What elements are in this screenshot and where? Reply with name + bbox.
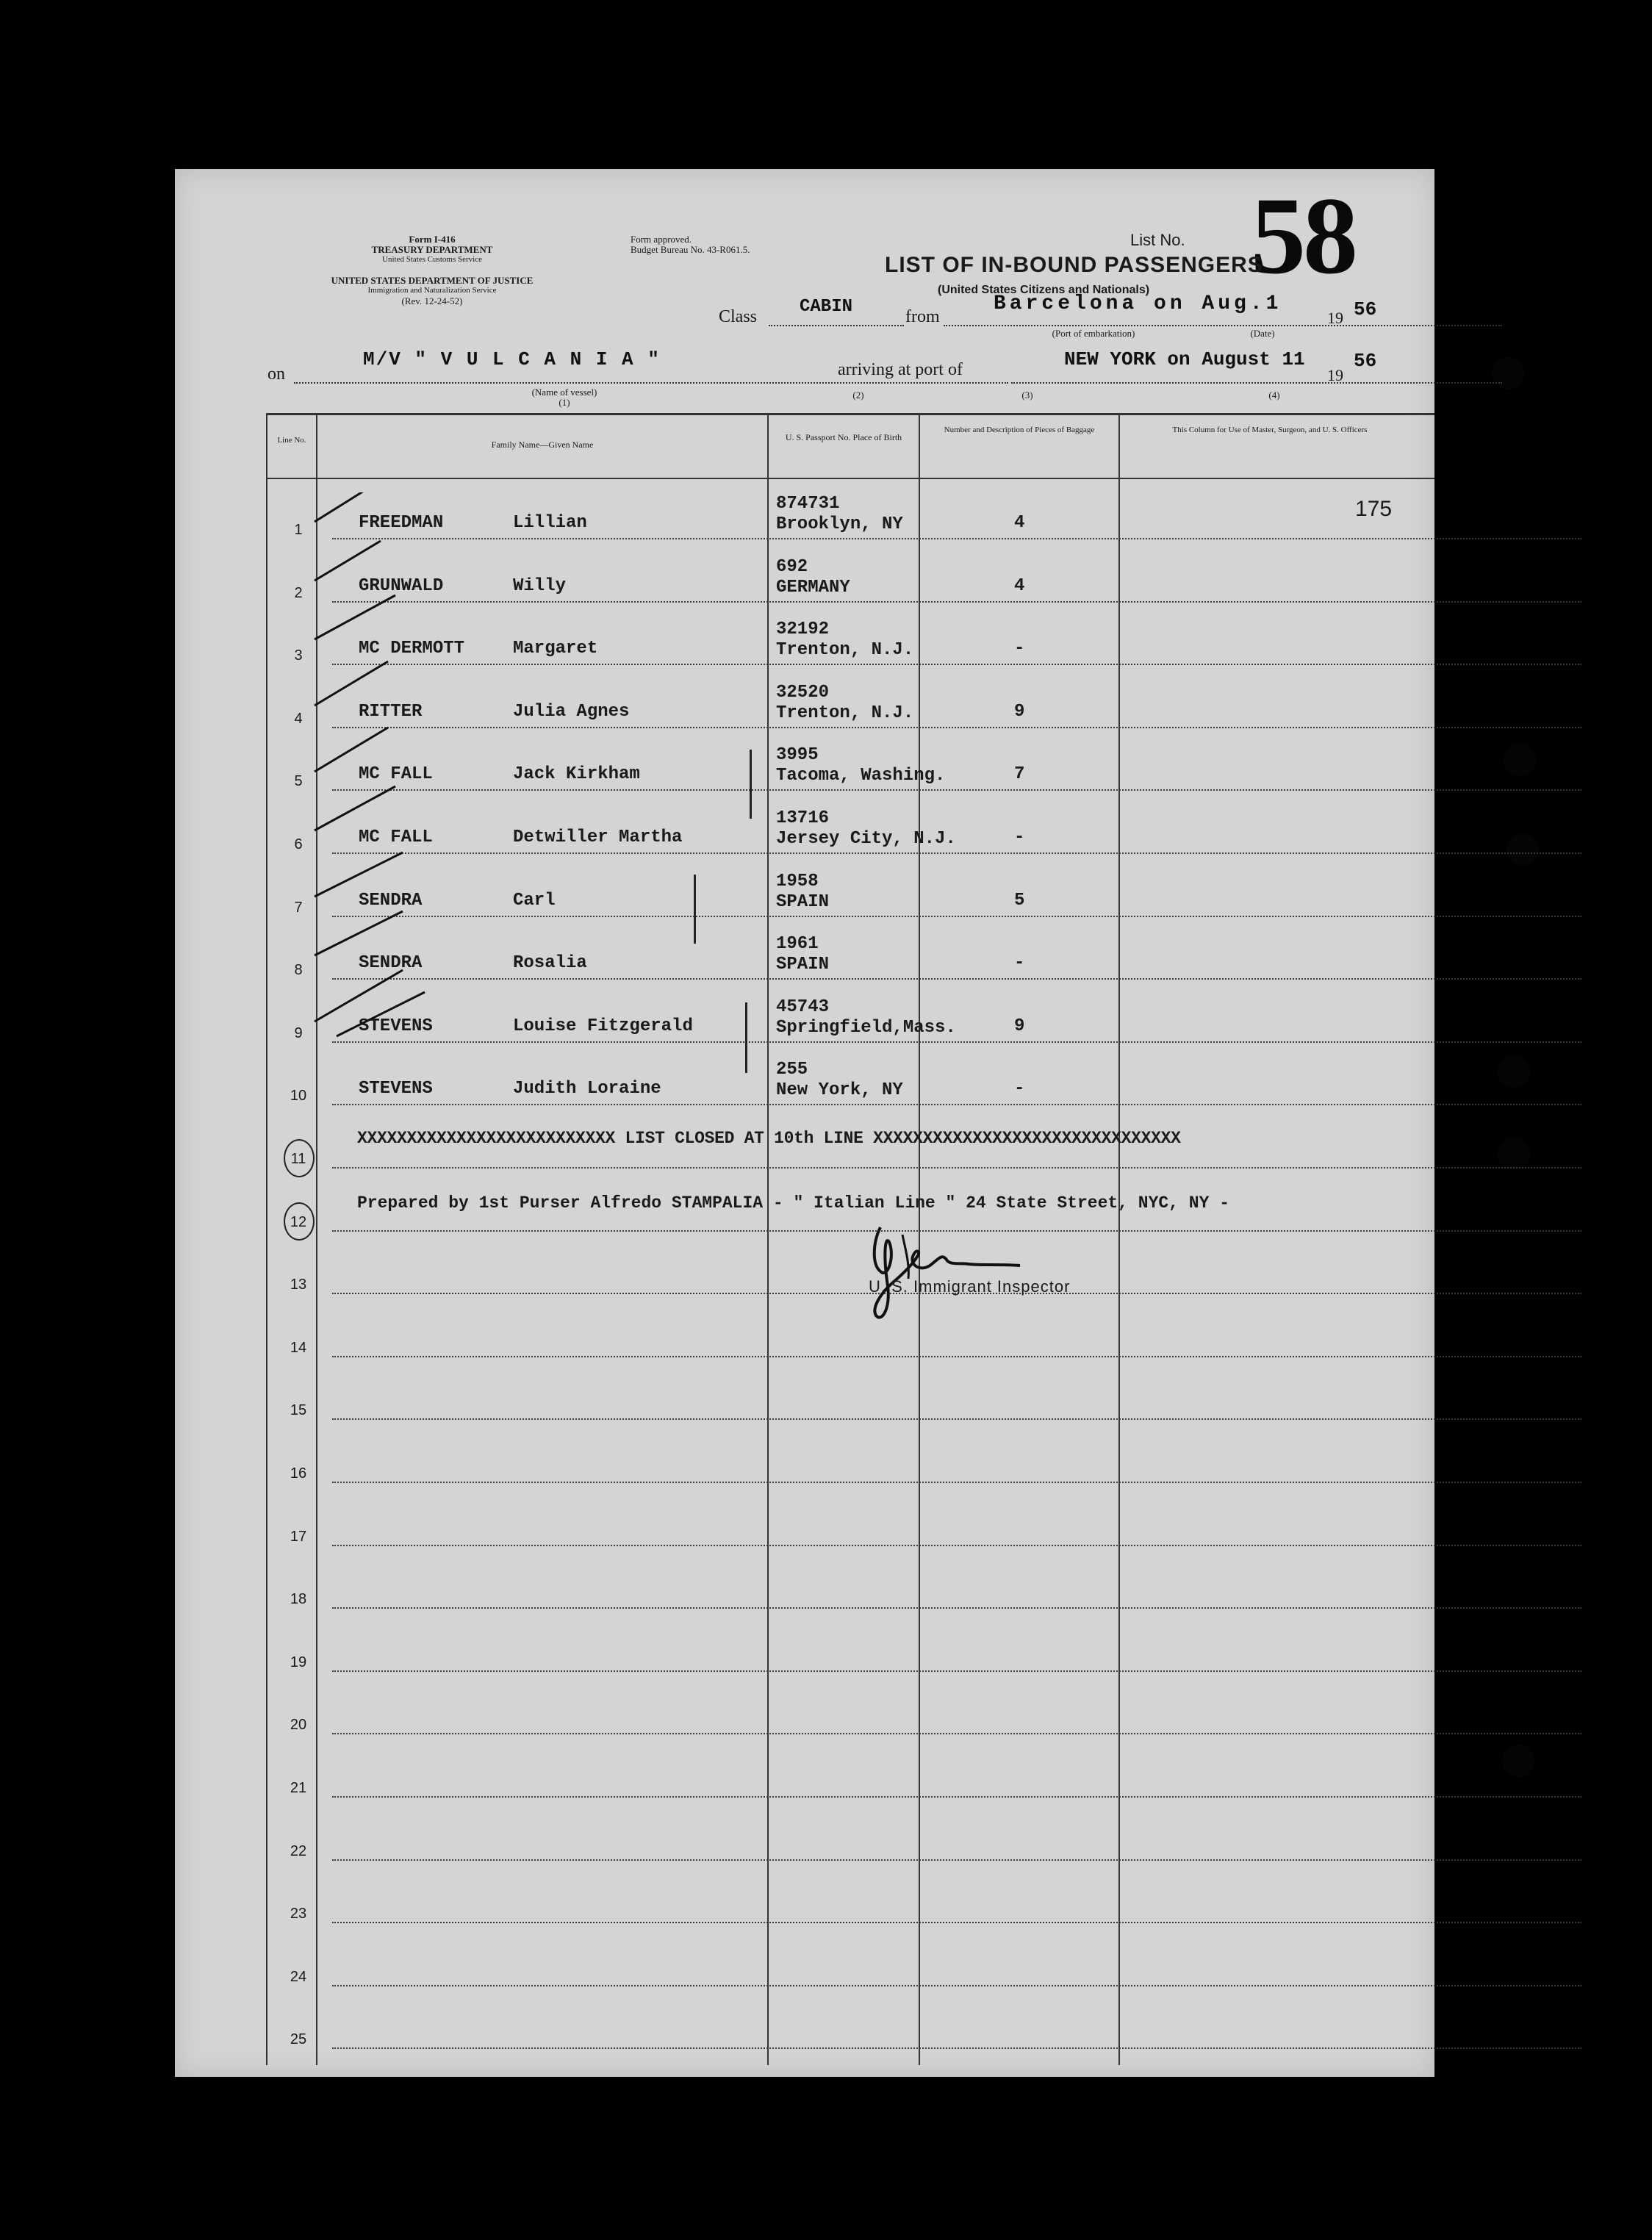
page-title: LIST OF IN-BOUND PASSENGERS bbox=[885, 253, 1263, 277]
line-number: 12 bbox=[290, 1213, 307, 1230]
row-divider bbox=[332, 1167, 1581, 1169]
family-name: MC FALL bbox=[359, 828, 433, 847]
line-number: 1 bbox=[294, 522, 303, 538]
punch-hole bbox=[1506, 833, 1539, 866]
justice-dept: UNITED STATES DEPARTMENT OF JUSTICE bbox=[331, 275, 534, 286]
row-divider bbox=[332, 1922, 1581, 1923]
row-divider bbox=[332, 1670, 1581, 1672]
row-divider bbox=[332, 1041, 1581, 1043]
given-name: Lillian bbox=[513, 513, 587, 533]
line-number: 20 bbox=[290, 1717, 307, 1734]
punch-hole bbox=[1504, 744, 1536, 776]
punch-hole bbox=[1498, 1138, 1530, 1170]
row-divider bbox=[332, 727, 1581, 728]
row-divider bbox=[332, 1418, 1581, 1420]
header-name: Family Name—Given Name bbox=[491, 439, 594, 450]
header-officers: This Column for Use of Master, Surgeon, and U. S. Officers bbox=[1172, 426, 1368, 434]
passport-number: 13716 bbox=[776, 808, 830, 828]
header-baggage: Number and Description of Pieces of Baggage bbox=[944, 426, 1095, 434]
given-name: Margaret bbox=[513, 639, 598, 659]
family-name: MC DERMOTT bbox=[359, 639, 465, 659]
row-divider bbox=[332, 1796, 1581, 1798]
line-number: 25 bbox=[290, 2031, 307, 2048]
row-divider bbox=[332, 789, 1581, 791]
year-prefix-2: 19 bbox=[1327, 366, 1343, 384]
passport-number: 45743 bbox=[776, 997, 830, 1017]
line-number: 23 bbox=[290, 1906, 307, 1923]
circle-mark bbox=[284, 1202, 315, 1241]
row-divider bbox=[332, 1545, 1581, 1546]
baggage-count: 4 bbox=[1014, 575, 1025, 596]
given-name: Louise Fitzgerald bbox=[513, 1016, 693, 1036]
bracket-mark bbox=[750, 750, 752, 819]
place-of-birth: GERMANY bbox=[776, 577, 850, 597]
row-divider bbox=[332, 1859, 1581, 1861]
given-name: Detwiller Martha bbox=[513, 828, 683, 847]
bracket-mark bbox=[694, 875, 696, 944]
arrival-value: NEW YORK on August 11 bbox=[1064, 348, 1305, 370]
row-divider bbox=[332, 538, 1581, 539]
line-number: 5 bbox=[294, 773, 303, 790]
place-of-birth: Trenton, N.J. bbox=[776, 640, 914, 661]
line-number: 14 bbox=[290, 1339, 307, 1356]
on-label: on bbox=[267, 365, 285, 384]
family-name: SENDRA bbox=[359, 890, 423, 911]
row-divider bbox=[332, 1104, 1581, 1105]
row-divider bbox=[332, 1356, 1581, 1357]
header-passport: U. S. Passport No. Place of Birth bbox=[785, 432, 902, 442]
passport-number: 255 bbox=[776, 1060, 808, 1080]
port-embark-caption: (Port of embarkation) bbox=[1052, 328, 1135, 339]
line-number: 10 bbox=[290, 1088, 307, 1105]
list-number: 58 bbox=[1251, 175, 1355, 297]
baggage-count: 9 bbox=[1014, 701, 1025, 722]
baggage-count: - bbox=[1014, 953, 1025, 974]
row-divider bbox=[332, 1607, 1581, 1609]
year-prefix-1: 19 bbox=[1327, 309, 1343, 327]
given-name: Willy bbox=[513, 575, 567, 596]
line-number: 2 bbox=[294, 584, 303, 601]
row-divider bbox=[332, 601, 1581, 603]
punch-hole bbox=[1498, 1055, 1530, 1088]
list-no-label: List No. bbox=[1130, 231, 1185, 249]
punch-hole bbox=[1492, 357, 1524, 390]
arriving-label: arriving at port of bbox=[838, 360, 963, 379]
treasury-dept: TREASURY DEPARTMENT bbox=[371, 244, 493, 255]
from-label: from bbox=[905, 307, 940, 326]
line-number: 9 bbox=[294, 1024, 303, 1041]
inspector-label: U. S. Immigrant Inspector bbox=[869, 1277, 1071, 1296]
col-ref-1: (1) bbox=[559, 397, 570, 408]
place-of-birth: SPAIN bbox=[776, 891, 830, 912]
given-name: Judith Loraine bbox=[513, 1079, 661, 1099]
col-ref-2: (2) bbox=[852, 390, 864, 401]
passport-number: 32520 bbox=[776, 682, 830, 703]
row-divider bbox=[332, 852, 1581, 854]
family-name: RITTER bbox=[359, 701, 423, 722]
family-name: STEVENS bbox=[359, 1079, 433, 1099]
vessel-caption: (Name of vessel) bbox=[531, 387, 597, 398]
row-divider bbox=[332, 978, 1581, 980]
circle-mark bbox=[284, 1139, 315, 1177]
passport-number: 692 bbox=[776, 556, 808, 577]
header-line-no: Line No. bbox=[277, 436, 306, 445]
row-divider bbox=[332, 916, 1581, 917]
line-number: 8 bbox=[294, 962, 303, 979]
place-of-birth: Jersey City, N.J. bbox=[776, 829, 956, 849]
family-name: GRUNWALD bbox=[359, 575, 444, 596]
passport-number: 3995 bbox=[776, 745, 819, 766]
check-marks bbox=[292, 492, 513, 1051]
year-value-1: 56 bbox=[1354, 298, 1377, 320]
passport-number: 874731 bbox=[776, 494, 840, 514]
place-of-birth: Brooklyn, NY bbox=[776, 514, 903, 534]
line-number: 19 bbox=[290, 1654, 307, 1670]
col-ref-4: (4) bbox=[1268, 390, 1280, 401]
given-name: Carl bbox=[513, 890, 556, 911]
family-name: MC FALL bbox=[359, 764, 433, 785]
family-name: STEVENS bbox=[359, 1016, 433, 1036]
officer-note: 175 bbox=[1355, 497, 1393, 521]
given-name: Jack Kirkham bbox=[513, 764, 640, 785]
vessel-name: M/V " V U L C A N I A " bbox=[363, 348, 661, 370]
line-number: 16 bbox=[290, 1465, 307, 1482]
line-number: 3 bbox=[294, 647, 303, 664]
inspector-signature bbox=[851, 1213, 1027, 1330]
ins-service: Immigration and Naturalization Service bbox=[367, 286, 497, 295]
bracket-mark bbox=[745, 1002, 747, 1073]
baggage-count: 4 bbox=[1014, 513, 1025, 533]
class-label: Class bbox=[719, 307, 758, 326]
form-approved: Form approved. bbox=[631, 234, 692, 245]
prepared-by-line: Prepared by 1st Purser Alfredo STAMPALIA - " Italian Line " 24 State Street, NYC, NY - bbox=[357, 1193, 1229, 1213]
family-name: SENDRA bbox=[359, 953, 423, 974]
place-of-birth: Trenton, N.J. bbox=[776, 703, 914, 723]
passport-number: 1961 bbox=[776, 934, 819, 955]
list-closed-line: XXXXXXXXXXXXXXXXXXXXXXXXXX LIST CLOSED AT 10th LINE XXXXXXXXXXXXXXXXXXXXXXXXXXXXXXX bbox=[357, 1129, 1181, 1148]
place-of-birth: Springfield,Mass. bbox=[776, 1017, 956, 1038]
place-of-birth: New York, NY bbox=[776, 1080, 903, 1101]
line-number: 18 bbox=[290, 1591, 307, 1608]
baggage-count: 5 bbox=[1014, 890, 1025, 911]
row-divider bbox=[332, 1733, 1581, 1734]
budget-bureau: Budget Bureau No. 43-R061.5. bbox=[631, 244, 750, 255]
family-name: FREEDMAN bbox=[359, 513, 444, 533]
line-number: 6 bbox=[294, 836, 303, 852]
line-number: 24 bbox=[290, 1968, 307, 1985]
punch-hole bbox=[1502, 1745, 1534, 1777]
baggage-count: 9 bbox=[1014, 1016, 1025, 1036]
line-number: 11 bbox=[290, 1151, 306, 1167]
page-subtitle: (United States Citizens and Nationals) bbox=[938, 284, 1150, 296]
year-value-2: 56 bbox=[1354, 350, 1377, 372]
line-number: 4 bbox=[294, 710, 303, 727]
baggage-count: - bbox=[1014, 828, 1025, 847]
passport-number: 1958 bbox=[776, 871, 819, 891]
line-number: 21 bbox=[290, 1780, 307, 1796]
row-divider bbox=[332, 1482, 1581, 1483]
baggage-count: - bbox=[1014, 1079, 1025, 1099]
passport-number: 32192 bbox=[776, 620, 830, 640]
customs-service: United States Customs Service bbox=[382, 255, 482, 264]
manifest-sheet bbox=[175, 169, 1434, 2077]
form-number: Form I-416 bbox=[409, 234, 456, 245]
line-number: 15 bbox=[290, 1402, 307, 1419]
row-divider bbox=[332, 1985, 1581, 1986]
class-value: CABIN bbox=[800, 297, 853, 317]
given-name: Julia Agnes bbox=[513, 701, 630, 722]
embarkation-value: Barcelona on Aug.1 bbox=[994, 292, 1282, 315]
date-caption: (Date) bbox=[1250, 328, 1275, 339]
place-of-birth: SPAIN bbox=[776, 955, 830, 975]
col-ref-3: (3) bbox=[1021, 390, 1033, 401]
given-name: Rosalia bbox=[513, 953, 587, 974]
baggage-count: 7 bbox=[1014, 764, 1025, 785]
line-number: 17 bbox=[290, 1528, 307, 1545]
place-of-birth: Tacoma, Washing. bbox=[776, 766, 946, 786]
line-number: 13 bbox=[290, 1277, 307, 1293]
revision-date: (Rev. 12-24-52) bbox=[401, 295, 463, 306]
row-divider bbox=[332, 664, 1581, 665]
row-divider bbox=[332, 2047, 1581, 2049]
line-number: 7 bbox=[294, 899, 303, 916]
line-number: 22 bbox=[290, 1842, 307, 1859]
baggage-count: - bbox=[1014, 639, 1025, 659]
